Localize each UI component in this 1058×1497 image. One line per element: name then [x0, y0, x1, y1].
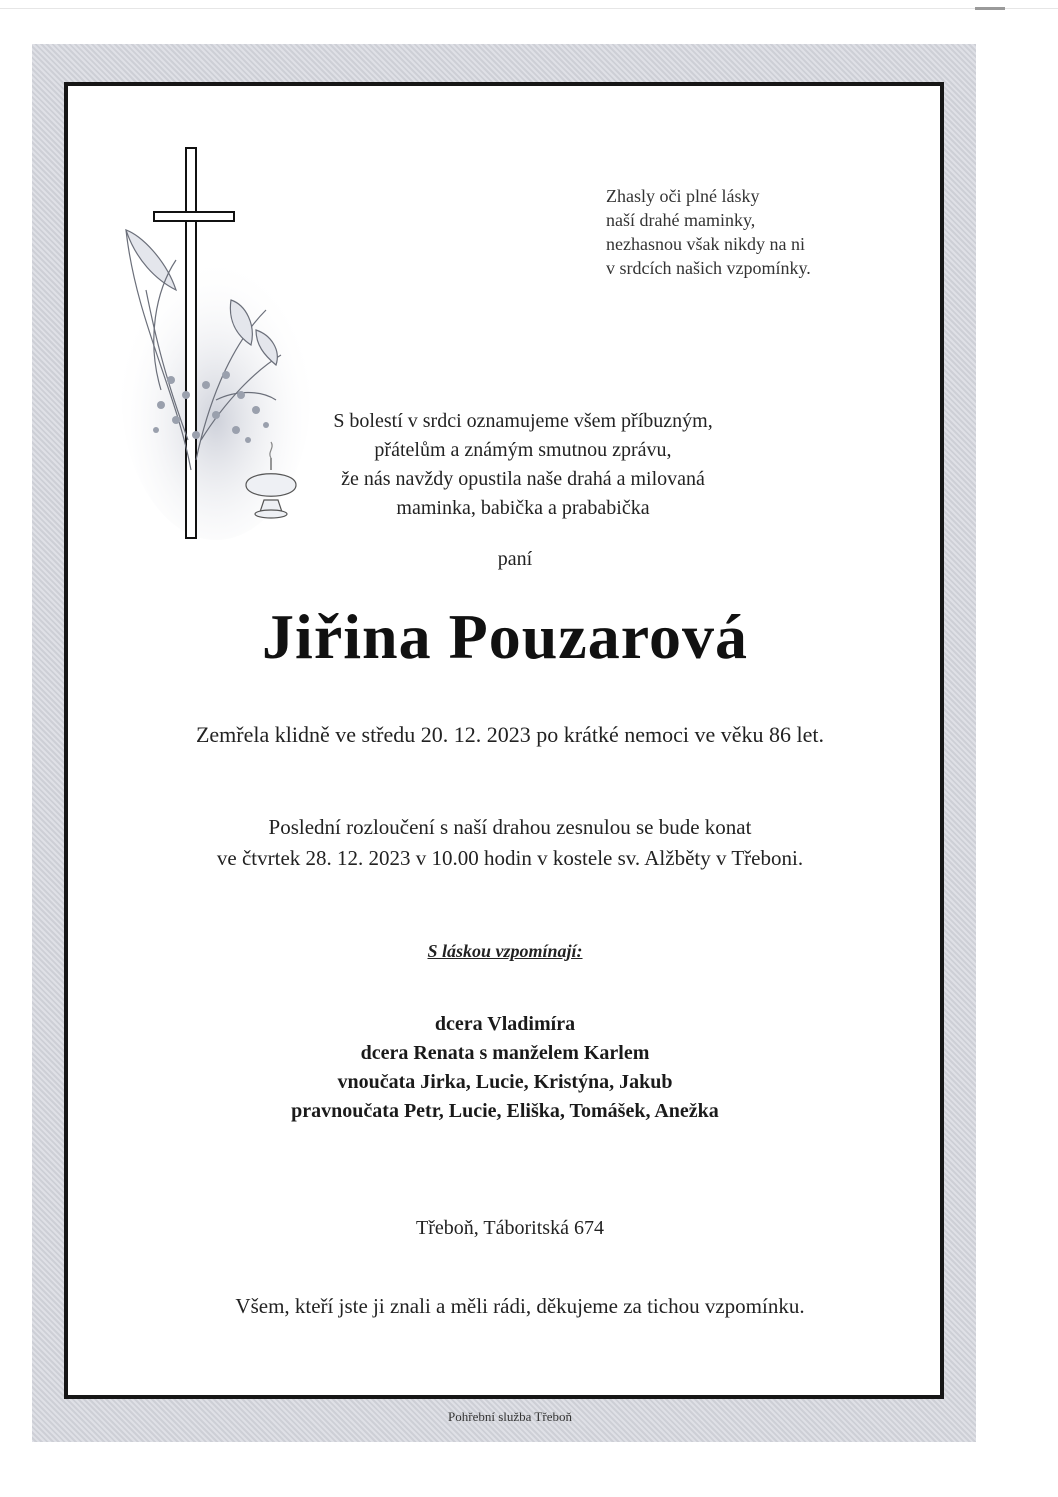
family-list: [80, 1010, 930, 1126]
death-notice: Zemřela klidně ve středu 20. 12. 2023 po krátké nemoci ve věku 86 let.: [195, 722, 825, 747]
deceased-name: Jiřina Pouzarová: [262, 601, 748, 672]
funeral-service-footer: Pohřební služba Třeboň: [448, 1409, 572, 1424]
poem-line: nezhasnou však nikdy na ni: [606, 234, 805, 254]
scan-edge-line: [0, 8, 1058, 9]
scan-mark: [975, 7, 1005, 10]
memorial-poem: [606, 184, 811, 280]
family-member: dcera Renata s manželem Karlem: [360, 1042, 650, 1064]
announcement-line: přátelům a známým smutnou zprávu,: [374, 439, 672, 461]
family-member: pravnoučata Petr, Lucie, Eliška, Tomášek, Anežka: [291, 1100, 719, 1122]
thanks-note: Všem, kteří jste ji znali a měli rádi, děkujeme za tichou vzpomínku.: [235, 1294, 805, 1318]
remembrance-heading: S láskou vzpomínají:: [427, 941, 583, 961]
announcement: [150, 407, 896, 523]
poem-line: v srdcích našich vzpomínky.: [606, 258, 811, 278]
funeral-details: [60, 812, 960, 874]
funeral-line: Poslední rozloučení s naší drahou zesnulou se bude konat: [268, 815, 752, 839]
title-prefix: paní: [497, 548, 533, 570]
family-address: Třeboň, Táboritská 674: [416, 1217, 604, 1239]
family-member: vnoučata Jirka, Lucie, Kristýna, Jakub: [337, 1071, 673, 1093]
poem-line: naší drahé maminky,: [606, 210, 756, 230]
announcement-line: maminka, babička a prababička: [396, 497, 650, 519]
family-member: dcera Vladimíra: [434, 1013, 576, 1035]
funeral-line: ve čtvrtek 28. 12. 2023 v 10.00 hodin v kostele sv. Alžběty v Třeboni.: [216, 846, 804, 870]
poem-line: Zhasly oči plné lásky: [606, 186, 760, 206]
announcement-line: že nás navždy opustila naše drahá a milovaná: [341, 468, 705, 490]
announcement-line: S bolestí v srdci oznamujeme všem příbuzným,: [333, 410, 713, 432]
